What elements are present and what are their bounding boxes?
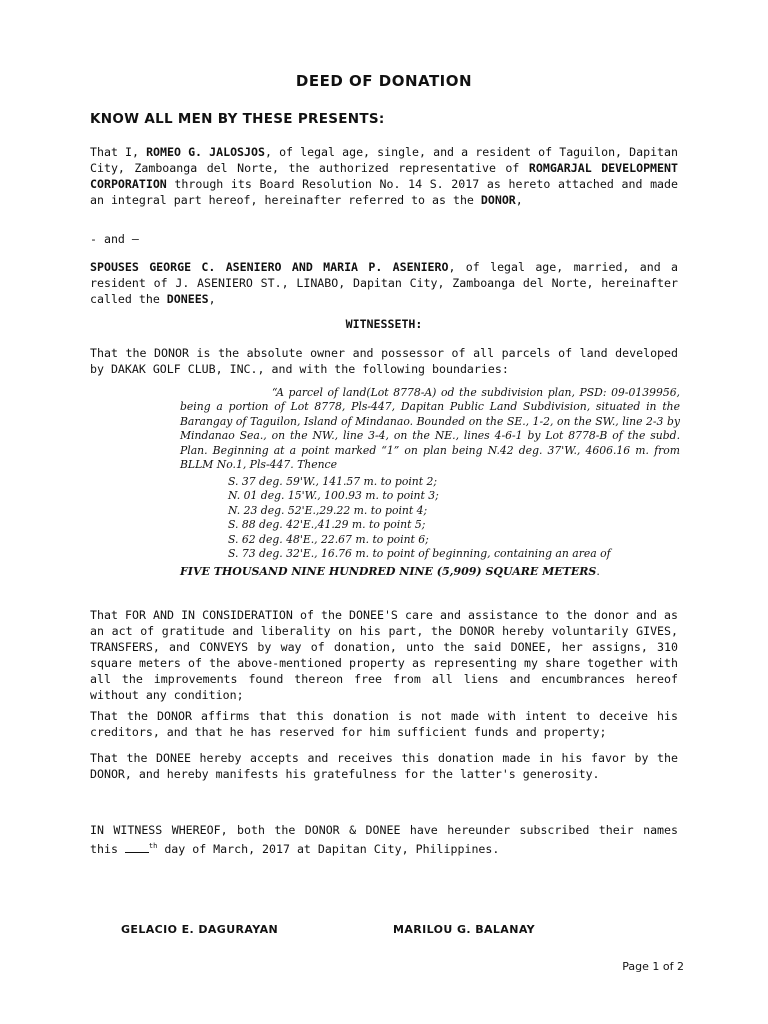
witness-paragraph (90, 822, 678, 857)
corporation-name: ROMGARJAL DEVELOPMENT CORPORATION (90, 161, 678, 191)
donor-text-4: , (515, 193, 523, 207)
donor-paragraph (90, 144, 678, 208)
donor-text-3: through its Board Resolution No. 14 S. 2017 as hereto attached and made an integral part hereof, hereinafter referred to as the (90, 177, 678, 207)
donee-label: DONEES (166, 292, 209, 306)
acceptance-paragraph: That the DONEE hereby accepts and receives this donation made in his favor by the DONOR, and hereby manifests his gratefulness for the latter's generosity. (90, 751, 678, 781)
area-text: FIVE THOUSAND NINE HUNDRED NINE (5,909) SQUARE METERS (180, 565, 597, 578)
bearing-line: S. 37 deg. 59'W., 141.57 m. to point 2; (228, 475, 438, 488)
land-description-text: “A parcel of land(Lot 8778-A) od the subdivision plan, PSD: 09-0139956, being a portion of Lot 8778, Pls-447, Dapitan Public Land Subdivision, situated in the Barangay of Taguilon, Island of Mindanao. Bounded on the SE., 1-2, on the SW., line 2-3 by Mindanao Sea., on the NW., line 3-4, on the NE., lines 4-6-1 by Lot 8778-B of the subd. Plan. Beginning at a point marked “1” on plan being N.42 deg. 37'W., 4606.16 m. from BLLM No.1, Pls-447. Thence (180, 386, 680, 472)
donee-names: SPOUSES GEORGE C. ASENIERO AND MARIA P. ASENIERO (90, 260, 449, 274)
area-statement (180, 565, 600, 578)
signatory-2: MARILOU G. BALANAY (393, 923, 536, 936)
donee-paragraph (90, 259, 678, 307)
donor-text-1: That I, (90, 145, 147, 159)
donor-text-2: , of legal age, single, and a resident of Taguilon, Dapitan City, Zamboanga del Norte, the authorized representative of (90, 145, 678, 175)
document-title: DEED OF DONATION (295, 72, 473, 90)
signatory-1: GELACIO E. DAGURAYAN (121, 923, 279, 936)
bearing-line: N. 23 deg. 52'E.,29.22 m. to point 4; (228, 503, 428, 517)
donor-label: DONOR (480, 193, 516, 207)
donee-text-1: , of legal age, married, and a resident of J. ASENIERO ST., LINABO, Dapitan City, Zamboanga del Norte, hereinafter called the (90, 260, 678, 306)
donee-text-2: , (208, 292, 216, 306)
land-description (180, 386, 680, 472)
consideration-paragraph: That FOR AND IN CONSIDERATION of the DONEE'S care and assistance to the donor and as an act of gratitude and liberality on his part, the DONOR hereby voluntarily GIVES, TRANSFERS, and CONVEYS by way of donation, unto the said DONEE, her assigns, 310 square meters of the above-mentioned property as representing my share together with all the improvements found thereon free from all liens and encumbrances hereof without any condition; (90, 608, 678, 702)
and-separator: - and – (90, 232, 139, 246)
witness-text-2: day of March, 2017 at Dapitan City, Philippines. (157, 841, 500, 856)
area-suffix: . (596, 565, 600, 578)
bearing-line: S. 73 deg. 32'E., 16.76 m. to point of beginning, containing an area of (228, 547, 611, 561)
bearings-list (228, 475, 611, 561)
preamble-heading: KNOW ALL MEN BY THESE PRESENTS: (90, 111, 385, 127)
date-blank (125, 843, 149, 853)
ordinal-suffix: th (148, 842, 158, 850)
affirmation-paragraph: That the DONOR affirms that this donation is not made with intent to deceive his creditors, and that he has reserved for him sufficient funds and property; (90, 709, 678, 739)
bearing-line: N. 01 deg. 15'W., 100.93 m. to point 3; (228, 489, 439, 503)
ownership-paragraph: That the DONOR is the absolute owner and possessor of all parcels of land developed by DAKAK GOLF CLUB, INC., and with the following boundaries: (90, 346, 678, 376)
bearing-line: S. 88 deg. 42'E.,41.29 m. to point 5; (228, 518, 426, 532)
donor-name: ROMEO G. JALOSJOS (146, 145, 265, 159)
witnesseth-heading: WITNESSETH: (345, 317, 423, 331)
witness-text-1: IN WITNESS WHEREOF, both the DONOR & DONEE have hereunder subscribed their names this (90, 823, 678, 856)
bearing-line: S. 62 deg. 48'E., 22.67 m. to point 6; (228, 532, 429, 546)
page-number: Page 1 of 2 (622, 960, 684, 973)
